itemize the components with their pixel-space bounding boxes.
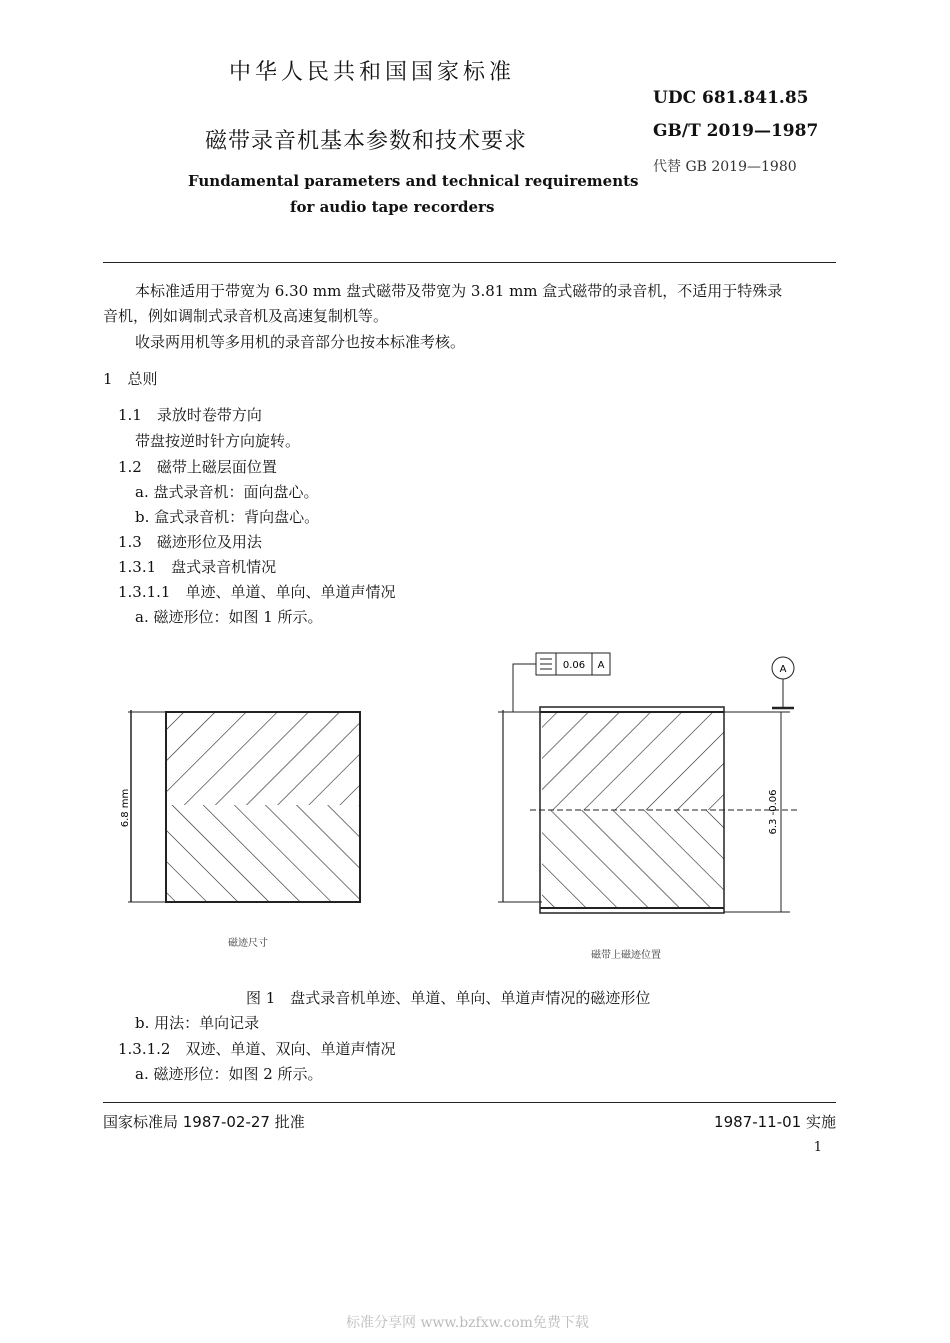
document-title-en-line1: Fundamental parameters and technical requirements (188, 172, 639, 190)
section-1-3-1-2-item-a: a. 磁迹形位：如图 2 所示。 (135, 1065, 323, 1083)
intro-para1-line2: 音机，例如调制式录音机及高速复制机等。 (103, 307, 389, 325)
section-1-1-text: 带盘按逆时针方向旋转。 (135, 432, 301, 450)
gb-number: GB/T 2019—1987 (653, 121, 819, 141)
header-divider (103, 262, 836, 263)
org-title: 中华人民共和国国家标准 (229, 60, 516, 85)
right-diagram-label: 磁带上磁迹位置 (591, 950, 661, 961)
section-1-3-1-2-heading: 1.3.1.2 双迹、单道、双向、单道声情况 (118, 1040, 396, 1058)
left-dimension-label: 6.8 mm (120, 788, 131, 828)
footer-divider (103, 1102, 836, 1103)
effective-date: 1987-11-01 实施 (714, 1113, 836, 1131)
section-1-1-heading: 1.1 录放时卷带方向 (118, 406, 262, 424)
right-dimension-label: 6.3 -0.06 (768, 789, 779, 835)
left-diagram-label: 磁迹尺寸 (228, 938, 268, 949)
replaces-standard: 代替 GB 2019—1980 (653, 159, 797, 175)
approval-date: 国家标准局 1987-02-27 批准 (103, 1113, 305, 1131)
intro-para1-line1: 本标准适用于带宽为 6.30 mm 盘式磁带及带宽为 3.81 mm 盒式磁带的录音机，不适用于特殊录 (135, 282, 783, 300)
document-title-en-line2: for audio tape recorders (290, 198, 495, 216)
tolerance-value: 0.06 (562, 660, 586, 671)
datum-a-label: A (779, 664, 787, 675)
section-1-3-1-heading: 1.3.1 盘式录音机情况 (118, 558, 277, 576)
page-number: 1 (813, 1140, 822, 1155)
figure-1-caption: 图 1 盘式录音机单迹、单道、单向、单道声情况的磁迹形位 (246, 989, 651, 1007)
section-1-2-item-b: b. 盒式录音机：背向盘心。 (135, 508, 320, 526)
section-1-3-1-1-item-b: b. 用法：单向记录 (135, 1014, 260, 1032)
right-track-diagram (498, 653, 800, 961)
section-1-3-1-1-item-a: a. 磁迹形位：如图 1 所示。 (135, 608, 323, 626)
section-1-3-1-1-heading: 1.3.1.1 单迹、单道、单向、单道声情况 (118, 583, 396, 601)
udc-number: UDC 681.841.85 (653, 88, 809, 108)
section-1-heading: 1 总则 (103, 370, 158, 388)
document-title-cn: 磁带录音机基本参数和技术要求 (205, 129, 528, 154)
section-1-2-heading: 1.2 磁带上磁层面位置 (118, 458, 277, 476)
left-track-diagram (120, 710, 360, 949)
section-1-2-item-a: a. 盘式录音机：面向盘心。 (135, 483, 319, 501)
tolerance-datum: A (597, 660, 605, 671)
figure-1-diagram (100, 640, 840, 980)
watermark: 标准分享网 www.bzfxw.com免费下载 (346, 1315, 589, 1331)
intro-para2: 收录两用机等多用机的录音部分也按本标准考核。 (135, 333, 466, 351)
section-1-3-heading: 1.3 磁迹形位及用法 (118, 533, 262, 551)
